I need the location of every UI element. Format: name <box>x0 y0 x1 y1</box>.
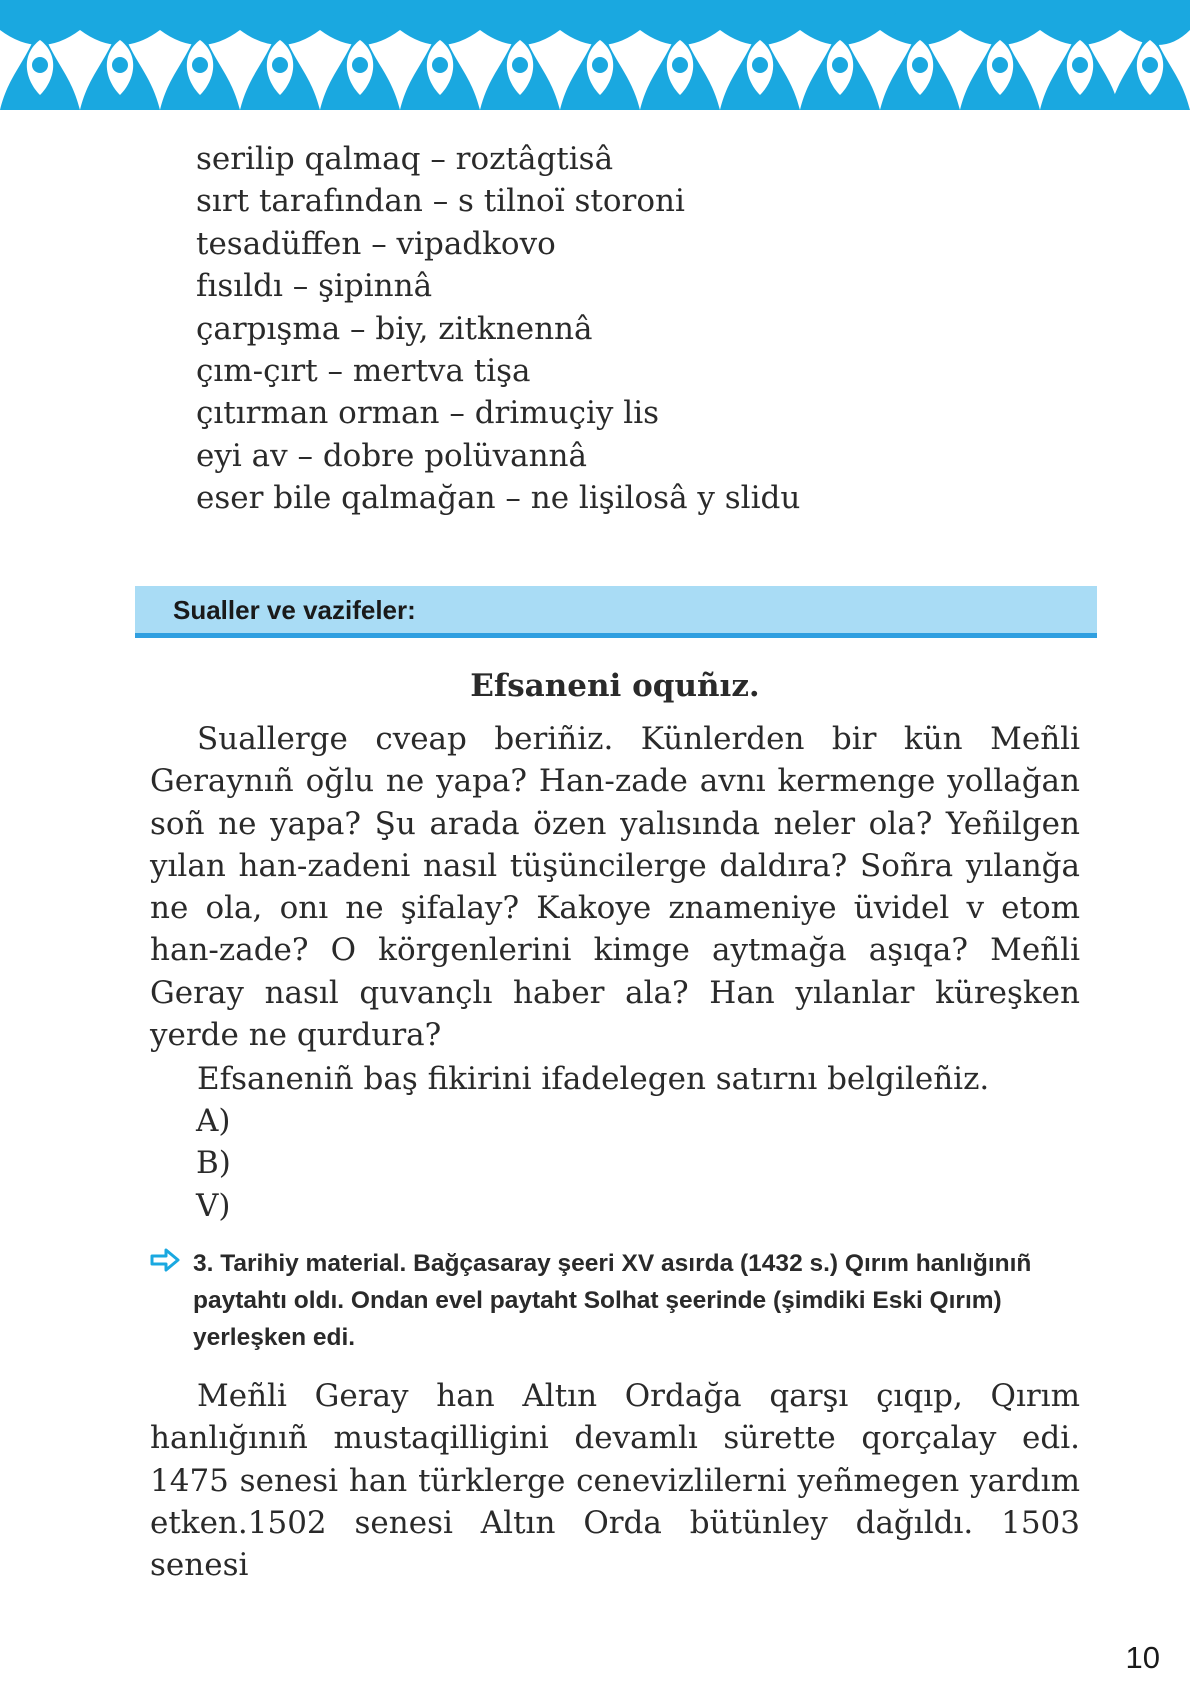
exercise-heading: Efsaneni oquñız. <box>470 668 760 704</box>
vocabulary-item: fısıldı – şipinnâ <box>196 268 433 305</box>
section-title: Sualler ve vazifeler: <box>173 595 416 625</box>
arrow-right-icon <box>150 1248 180 1272</box>
option-a: A) <box>196 1103 231 1139</box>
option-v: V) <box>196 1187 231 1224</box>
vocabulary-item: çarpışma – biy, zitknennâ <box>196 310 593 347</box>
answer-options <box>196 1100 231 1227</box>
main-idea-paragraph: Efsaneniñ baş fikirini ifadelegen satırnı belgileñiz. <box>197 1061 990 1097</box>
section-header-bar <box>135 586 1097 638</box>
vocabulary-item: tesadüffen – vipadkovo <box>196 225 556 262</box>
history-paragraph: Meñli Geray han Altın Ordağa qarşı çıqıp, Qırım hanlığınıñ mustaqilligini devamlı sürette qorçalay edi. 1475 senesi han türklerge cenevizlilerni yeñmegen yardım etken.1502 senesi Altın Orda bütünley dağıldı. 1503 senesi <box>150 1378 1080 1584</box>
task-text: 3. Tarihiy material. Bağçasaray şeeri XV asırda (1432 s.) Qırım hanlığınıñ paytahtı oldı. Ondan evel paytaht Solhat şeerinde (şimdiki Eski Qırım) yerleşken edi. <box>193 1250 1032 1351</box>
questions-paragraph: Suallerge cveap beriñiz. Künlerden bir kün Meñli Geraynıñ oğlu ne yapa? Han-zade avnı kermenge yollağan soñ ne yapa? Şu arada özen yalısında neler ola? Yeñilgen yılan han-zadeni nasıl tüşüncilerge daldıra? Soñra yılanğa ne ola, onı ne şifalay? Kakoye znameniye üvidel v etom han-zade? O körgenlerini kimge aytmağa aşıqa? Meñli Geray nasıl quvançlı haber ala? Han yılanlar küreşken yerde ne qurdura? <box>150 721 1080 1054</box>
vocabulary-item: çım-çırt – mertva tişa <box>196 353 531 390</box>
option-b: B) <box>196 1145 231 1182</box>
vocabulary-item: eser bile qalmağan – ne lişilosâ y slidu <box>196 480 801 517</box>
vocabulary-item: eyi av – dobre polüvannâ <box>196 437 587 474</box>
page-number: 10 <box>1125 1640 1160 1675</box>
vocabulary-item: sırt tarafından – s tilnoï storoni <box>196 183 685 220</box>
vocabulary-item: çıtırman orman – drimuçiy lis <box>196 395 660 432</box>
floral-ornament-border <box>0 0 1190 110</box>
vocabulary-item: serilip qalmaq – roztâgtisâ <box>196 141 614 177</box>
vocabulary-list <box>196 138 800 520</box>
